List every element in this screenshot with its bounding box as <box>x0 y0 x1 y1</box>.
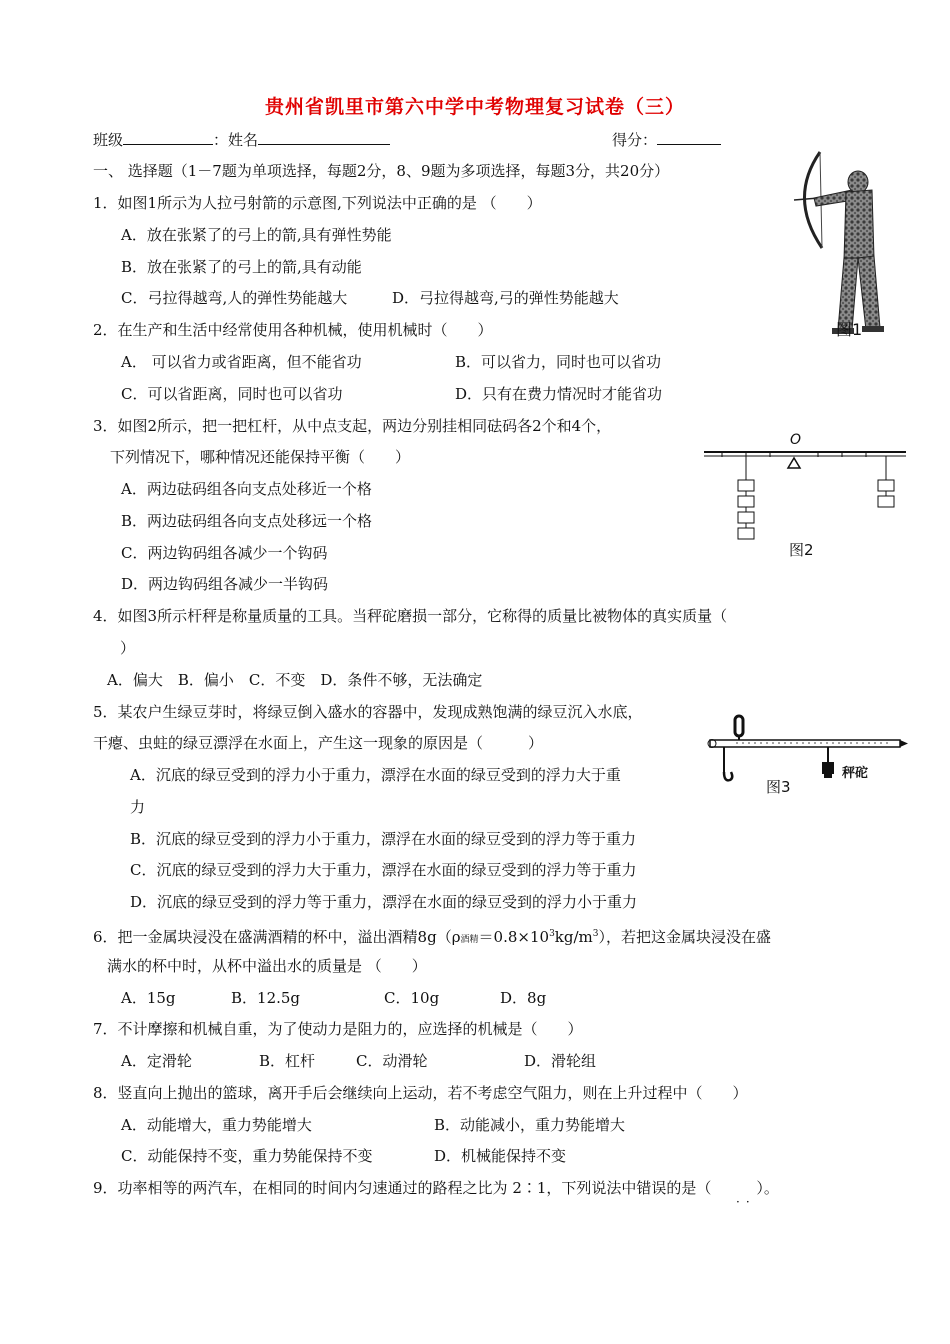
figure-3-steelyard <box>702 712 910 796</box>
q3-option-c: C．两边钩码组各减少一个钩码 <box>121 544 328 562</box>
q3-option-a: A．两边砝码组各向支点处移近一个格 <box>121 480 372 498</box>
section-heading: 一、 选择题（1－7题为单项选择，每题2分，8、9题为多项选择，每题3分，共20分） <box>93 162 670 180</box>
q2-stem: 2．在生产和生活中经常使用各种机械，使用机械时（ ） <box>93 321 493 339</box>
q5-stem-line2: 干瘪、虫蛀的绿豆漂浮在水面上，产生这一现象的原因是（ ） <box>93 734 544 752</box>
q3-stem-line2: 下列情况下，哪种情况还能保持平衡（ ） <box>110 448 411 466</box>
q6-unit-exponent: 3 <box>592 929 599 939</box>
q3-stem-line1: 3．如图2所示，把一把杠杆，从中点支起，两边分别挂相同砝码各2个和4个， <box>93 417 612 435</box>
figure-1-label: 图1 <box>836 320 863 339</box>
pivot-label: O <box>790 432 802 448</box>
name-blank[interactable] <box>258 129 390 145</box>
figure-2-label: 图2 <box>789 541 814 559</box>
q6-option-d: D．8g <box>500 989 547 1007</box>
q2-option-c: C．可以省距离，同时也可以省功 <box>121 385 343 403</box>
q6-rho-subscript: 酒精 <box>460 935 479 945</box>
q1-option-b: B．放在张紧了的弓上的箭,具有动能 <box>121 258 362 276</box>
score-blank[interactable] <box>657 129 721 145</box>
q6-stem-line2: 满水的杯中时，从杯中溢出水的质量是 （ ） <box>107 957 427 975</box>
q2-option-d: D．只有在费力情况时才能省功 <box>455 385 663 403</box>
q5-option-a-line2: 力 <box>130 798 146 816</box>
q7-option-a: A．定滑轮 <box>121 1052 192 1070</box>
score-label: 得分： <box>612 131 658 149</box>
class-field <box>93 129 390 150</box>
exam-title: 贵州省凯里市第六中学中考物理复习试卷（三） <box>264 96 685 118</box>
q7-stem: 7．不计摩擦和机械自重，为了使动力是阻力的，应选择的机械是（ ） <box>93 1020 583 1038</box>
figure-1-archer <box>790 148 890 338</box>
name-label: ：姓名 <box>213 131 259 149</box>
q9-stem: 9．功率相等的两汽车，在相同的时间内匀速通过的路程之比为 2∶1，下列说法中错误的是（ ）。 <box>93 1179 779 1197</box>
q1-option-d: D．弓拉得越弯,弓的弹性势能越大 <box>392 289 619 307</box>
q8-option-a: A．动能增大，重力势能增大 <box>121 1116 312 1134</box>
archer-illustration <box>790 148 890 338</box>
q3-option-d: D．两边钩码组各减少一半钩码 <box>121 575 329 593</box>
q6-stem-a: 6．把一金属块浸没在盛满酒精的杯中，溢出酒精8g（ <box>93 928 452 946</box>
q6-option-b: B．12.5g <box>231 989 301 1007</box>
q7-option-b: B．杠杆 <box>259 1052 316 1070</box>
steelyard-diagram <box>702 712 910 796</box>
q6-unit: kg/m <box>554 928 593 946</box>
q8-stem: 8．竖直向上抛出的篮球，离开手后会继续向上运动，若不考虑空气阻力，则在上升过程中（ ） <box>93 1084 748 1102</box>
q4-options: A．偏大 B．偏小 C．不变 D．条件不够，无法确定 <box>107 671 483 689</box>
q5-option-b: B．沉底的绿豆受到的浮力小于重力，漂浮在水面的绿豆受到的浮力等于重力 <box>130 830 637 848</box>
q6-exponent: 3 <box>549 929 555 939</box>
q1-stem: 1．如图1所示为人拉弓射箭的示意图,下列说法中正确的是 （ ） <box>93 194 542 212</box>
figure-2-lever <box>700 432 912 562</box>
q5-option-a-line1: A．沉底的绿豆受到的浮力小于重力，漂浮在水面的绿豆受到的浮力大于重 <box>130 766 621 784</box>
q2-option-a: A． 可以省力或省距离，但不能省功 <box>121 353 362 371</box>
q6-stem-line1 <box>93 924 771 950</box>
q2-option-b: B．可以省力，同时也可以省功 <box>455 353 662 371</box>
q4-stem-line1: 4．如图3所示杆秤是称量质量的工具。当秤砣磨损一部分，它称得的质量比被物体的真实质量（ <box>93 607 728 625</box>
q1-option-a: A．放在张紧了的弓上的箭,具有弹性势能 <box>121 226 392 244</box>
q6-value: ＝0.8×10 <box>478 928 550 946</box>
counterweight-label: 秤砣 <box>842 766 869 781</box>
q6-stem-b: ），若把这金属块浸没在盛 <box>598 928 772 946</box>
q7-option-c: C．动滑轮 <box>356 1052 428 1070</box>
class-label: 班级 <box>93 131 124 149</box>
q3-option-b: B．两边砝码组各向支点处移远一个格 <box>121 512 373 530</box>
q8-option-c: C．动能保持不变，重力势能保持不变 <box>121 1147 373 1165</box>
q6-option-c: C．10g <box>384 989 440 1007</box>
q6-option-a: A．15g <box>121 989 176 1007</box>
q5-stem-line1: 5．某农户生绿豆芽时，将绿豆倒入盛水的容器中，发现成熟饱满的绿豆沉入水底， <box>93 703 643 721</box>
q5-option-d: D．沉底的绿豆受到的浮力等于重力，漂浮在水面的绿豆受到的浮力小于重力 <box>130 893 638 911</box>
figure-3-label: 图3 <box>766 778 791 796</box>
q4-stem-line2: ） <box>120 639 136 657</box>
q7-option-d: D．滑轮组 <box>524 1052 597 1070</box>
q5-option-c: C．沉底的绿豆受到的浮力大于重力，漂浮在水面的绿豆受到的浮力等于重力 <box>130 861 637 879</box>
emphasis-dots: ·· <box>736 1195 756 1209</box>
class-blank[interactable] <box>123 129 213 145</box>
score-field <box>612 129 721 150</box>
q6-rho: ρ <box>451 928 461 946</box>
q8-option-d: D．机械能保持不变 <box>434 1147 567 1165</box>
q1-option-c: C．弓拉得越弯,人的弹性势能越大 <box>121 289 348 307</box>
q8-option-b: B．动能减小，重力势能增大 <box>434 1116 626 1134</box>
